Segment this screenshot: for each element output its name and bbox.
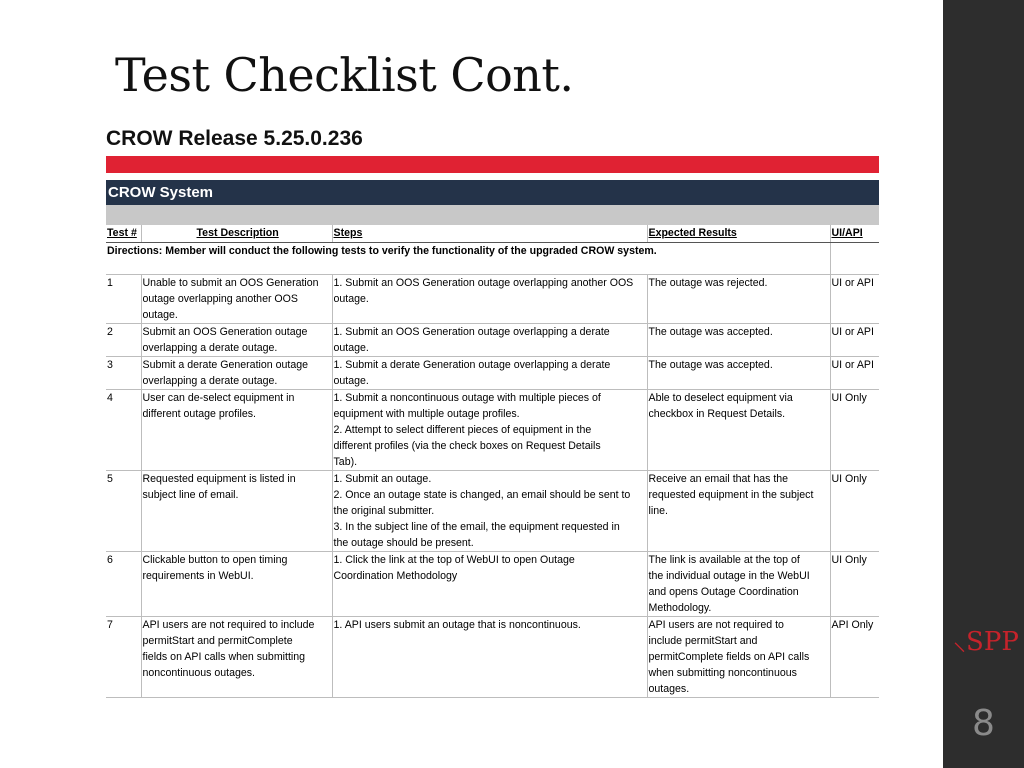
test-number-cell: 6 — [106, 552, 141, 617]
ui-api-cell: UI Only — [830, 552, 879, 617]
text-line: Unable to submit an OOS Generation — [142, 277, 319, 289]
text-line: different profiles (via the check boxes on Request Details — [333, 440, 601, 452]
logo-text: SPP — [966, 627, 1019, 657]
test-description-cell — [141, 357, 332, 390]
test-checklist-table — [106, 225, 879, 698]
table-row — [106, 275, 879, 324]
test-number-cell: 5 — [106, 471, 141, 552]
test-number-cell: 3 — [106, 357, 141, 390]
table-row — [106, 552, 879, 617]
table-row — [106, 357, 879, 390]
text-line: outages. — [648, 683, 690, 695]
test-steps-cell — [332, 324, 647, 357]
text-line: the outage should be present. — [333, 537, 474, 549]
ui-api-cell: UI or API — [830, 357, 879, 390]
text-line: include permitStart and — [648, 635, 758, 647]
text-line: equipment with multiple outage profiles. — [333, 408, 520, 420]
text-line: different outage profiles. — [142, 408, 256, 420]
text-line: 1. API users submit an outage that is noncontinuous. — [333, 619, 581, 631]
test-steps-cell — [332, 390, 647, 471]
table-header-row — [106, 225, 879, 243]
text-line: 2. Once an outage state is changed, an email should be sent to — [333, 489, 631, 501]
test-steps-cell — [332, 357, 647, 390]
text-line: Submit an OOS Generation outage — [142, 326, 308, 338]
red-divider-bar — [106, 156, 879, 173]
table-row — [106, 471, 879, 552]
test-steps-cell — [332, 471, 647, 552]
test-number-cell: 1 — [106, 275, 141, 324]
text-line: requested equipment in the subject — [648, 489, 814, 501]
text-line: User can de-select equipment in — [142, 392, 295, 404]
text-line: 1. Click the link at the top of WebUI to open Outage — [333, 554, 575, 566]
spp-logo — [953, 624, 1019, 660]
text-line: The link is available at the top of — [648, 554, 800, 566]
expected-results-cell — [647, 324, 830, 357]
text-line: the individual outage in the WebUI — [648, 570, 810, 582]
test-steps-cell — [332, 617, 647, 698]
text-line: The outage was accepted. — [648, 359, 773, 371]
text-line: outage. — [333, 375, 369, 387]
column-header-ui-api: UI/API — [830, 225, 879, 243]
directions-row — [106, 243, 879, 275]
table-row — [106, 617, 879, 698]
test-number-cell: 4 — [106, 390, 141, 471]
text-line: The outage was accepted. — [648, 326, 773, 338]
expected-results-cell — [647, 471, 830, 552]
text-line: outage. — [333, 293, 369, 305]
table-row — [106, 324, 879, 357]
text-line: outage overlapping another OOS — [142, 293, 298, 305]
text-line: permitStart and permitComplete — [142, 635, 293, 647]
text-line: outage. — [142, 309, 178, 321]
slide-title: Test Checklist Cont. — [115, 48, 574, 102]
test-description-cell — [141, 471, 332, 552]
directions-text: Directions: Member will conduct the following tests to verify the functionality of the upgraded CROW system. — [106, 243, 830, 275]
text-line: overlapping a derate outage. — [142, 375, 278, 387]
text-line: 3. In the subject line of the email, the equipment requested in — [333, 521, 620, 533]
column-header-description: Test Description — [141, 225, 332, 243]
ui-api-cell: API Only — [830, 617, 879, 698]
directions-ui-cell — [830, 243, 879, 275]
ui-api-cell: UI Only — [830, 471, 879, 552]
text-line: noncontinuous outages. — [142, 667, 256, 679]
expected-results-cell — [647, 617, 830, 698]
text-line: permitComplete fields on API calls — [648, 651, 810, 663]
text-line: subject line of email. — [142, 489, 239, 501]
test-steps-cell — [332, 275, 647, 324]
test-description-cell — [141, 275, 332, 324]
text-line: API users are not required to — [648, 619, 784, 631]
page-number: 8 — [972, 703, 995, 744]
text-line: when submitting noncontinuous — [648, 667, 797, 679]
text-line: the original submitter. — [333, 505, 435, 517]
ui-api-cell: UI or API — [830, 324, 879, 357]
text-line: Coordination Methodology — [333, 570, 458, 582]
column-header-test-num: Test # — [106, 225, 141, 243]
text-line: API users are not required to include — [142, 619, 315, 631]
test-description-cell — [141, 552, 332, 617]
table-row — [106, 390, 879, 471]
release-title: CROW Release 5.25.0.236 — [106, 127, 363, 150]
text-line: Tab). — [333, 456, 358, 468]
text-line: checkbox in Request Details. — [648, 408, 786, 420]
test-number-cell: 2 — [106, 324, 141, 357]
text-line: Clickable button to open timing — [142, 554, 288, 566]
text-line: Receive an email that has the — [648, 473, 789, 485]
text-line: Able to deselect equipment via — [648, 392, 793, 404]
expected-results-cell — [647, 552, 830, 617]
text-line: 1. Submit an outage. — [333, 473, 432, 485]
text-line: 1. Submit an OOS Generation outage overlapping another OOS — [333, 277, 634, 289]
text-line: 1. Submit a noncontinuous outage with multiple pieces of — [333, 392, 601, 404]
text-line: and opens Outage Coordination — [648, 586, 799, 598]
expected-results-cell — [647, 275, 830, 324]
column-header-expected: Expected Results — [647, 225, 830, 243]
text-line: overlapping a derate outage. — [142, 342, 278, 354]
swoosh-icon: ⸜ — [953, 627, 967, 657]
text-line: 2. Attempt to select different pieces of equipment in the — [333, 424, 592, 436]
text-line: line. — [648, 505, 668, 517]
column-header-steps: Steps — [332, 225, 647, 243]
text-line: Requested equipment is listed in — [142, 473, 296, 485]
system-header: CROW System — [106, 180, 879, 205]
test-description-cell — [141, 390, 332, 471]
text-line: outage. — [333, 342, 369, 354]
text-line: Submit a derate Generation outage — [142, 359, 308, 371]
expected-results-cell — [647, 357, 830, 390]
test-number-cell: 7 — [106, 617, 141, 698]
text-line: 1. Submit a derate Generation outage overlapping a derate — [333, 359, 611, 371]
text-line: The outage was rejected. — [648, 277, 768, 289]
ui-api-cell: UI Only — [830, 390, 879, 471]
test-description-cell — [141, 617, 332, 698]
ui-api-cell: UI or API — [830, 275, 879, 324]
expected-results-cell — [647, 390, 830, 471]
text-line: fields on API calls when submitting — [142, 651, 306, 663]
text-line: Methodology. — [648, 602, 712, 614]
test-description-cell — [141, 324, 332, 357]
text-line: requirements in WebUI. — [142, 570, 254, 582]
test-steps-cell — [332, 552, 647, 617]
text-line: 1. Submit an OOS Generation outage overlapping a derate — [333, 326, 610, 338]
gray-divider-bar — [106, 205, 879, 225]
